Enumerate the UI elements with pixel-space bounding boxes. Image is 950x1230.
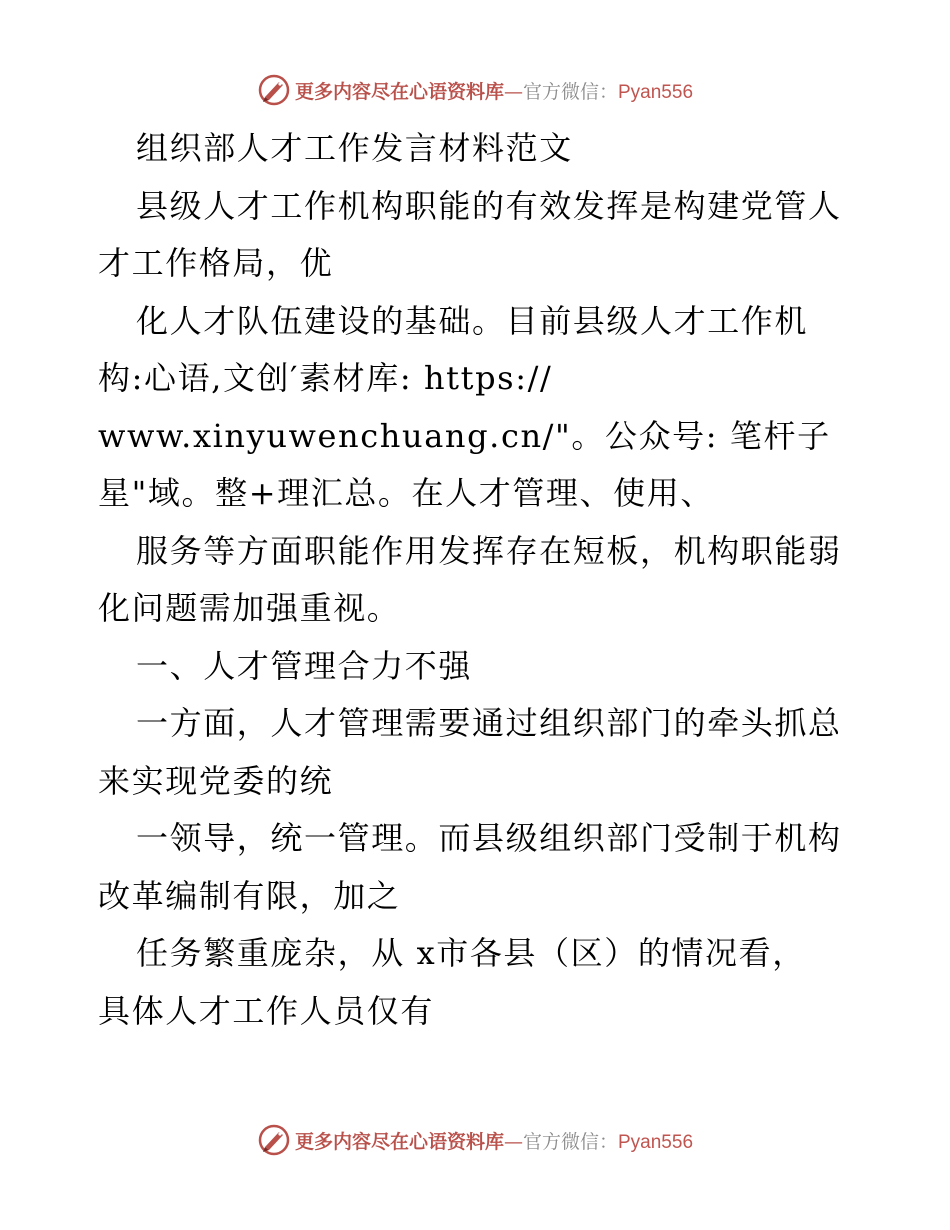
document-title: 组织部人才工作发言材料范文: [136, 129, 573, 167]
paragraph-line: 县级人才工作机构职能的有效发挥是构建党管人: [136, 186, 842, 225]
document-body: [98, 120, 858, 1040]
paragraph-line: 才工作格局，优: [98, 244, 334, 282]
paragraph-line: 服务等方面职能作用发挥存在短板，机构职能弱: [136, 531, 842, 570]
paragraph-line: www.xinyuwenchuang.cn/"。公众号: 笔杆子: [98, 416, 831, 455]
paragraph-line: 来实现党委的统: [98, 761, 334, 800]
footer-banner-wechat-id: Pyan556: [618, 1131, 694, 1153]
paragraph-line: 星"域。整+理汇总。在人才管理、使用、: [98, 474, 714, 512]
header-banner-separator: —: [503, 80, 523, 103]
paragraph-line: 构:心语,文创′素材库: https://: [98, 359, 553, 397]
header-banner-wechat-id: Pyan556: [618, 81, 694, 103]
paragraph-line: 化人才队伍建设的基础。目前县级人才工作机: [136, 301, 809, 340]
paragraph-line: 具体人才工作人员仅有: [98, 991, 435, 1030]
header-watermark-banner: [0, 70, 950, 110]
footer-banner-separator: —: [503, 1130, 523, 1153]
section-heading: 一、人才管理合力不强: [136, 646, 473, 685]
paragraph-line: 一方面，人才管理需要通过组织部门的牵头抓总: [136, 704, 842, 742]
pen-logo-icon: [257, 73, 291, 107]
footer-banner-text: [295, 1127, 693, 1154]
footer-banner-title: 更多内容尽在心语资料库: [294, 1130, 504, 1153]
paragraph-line: 任务繁重庞杂，从 x市各县（区）的情况看，: [136, 934, 806, 972]
paragraph-line: 改革编制有限，加之: [98, 876, 401, 915]
paragraph-line: 化问题需加强重视。: [98, 589, 401, 627]
footer-banner-wechat-label: 官方微信：: [522, 1130, 618, 1153]
header-banner-text: [295, 77, 693, 104]
header-banner-wechat-label: 官方微信：: [522, 80, 618, 103]
header-banner-title: 更多内容尽在心语资料库: [294, 80, 504, 103]
pen-logo-icon: [257, 1123, 291, 1157]
paragraph-line: 一领导，统一管理。而县级组织部门受制于机构: [136, 819, 842, 857]
footer-watermark-banner: [0, 1120, 950, 1160]
